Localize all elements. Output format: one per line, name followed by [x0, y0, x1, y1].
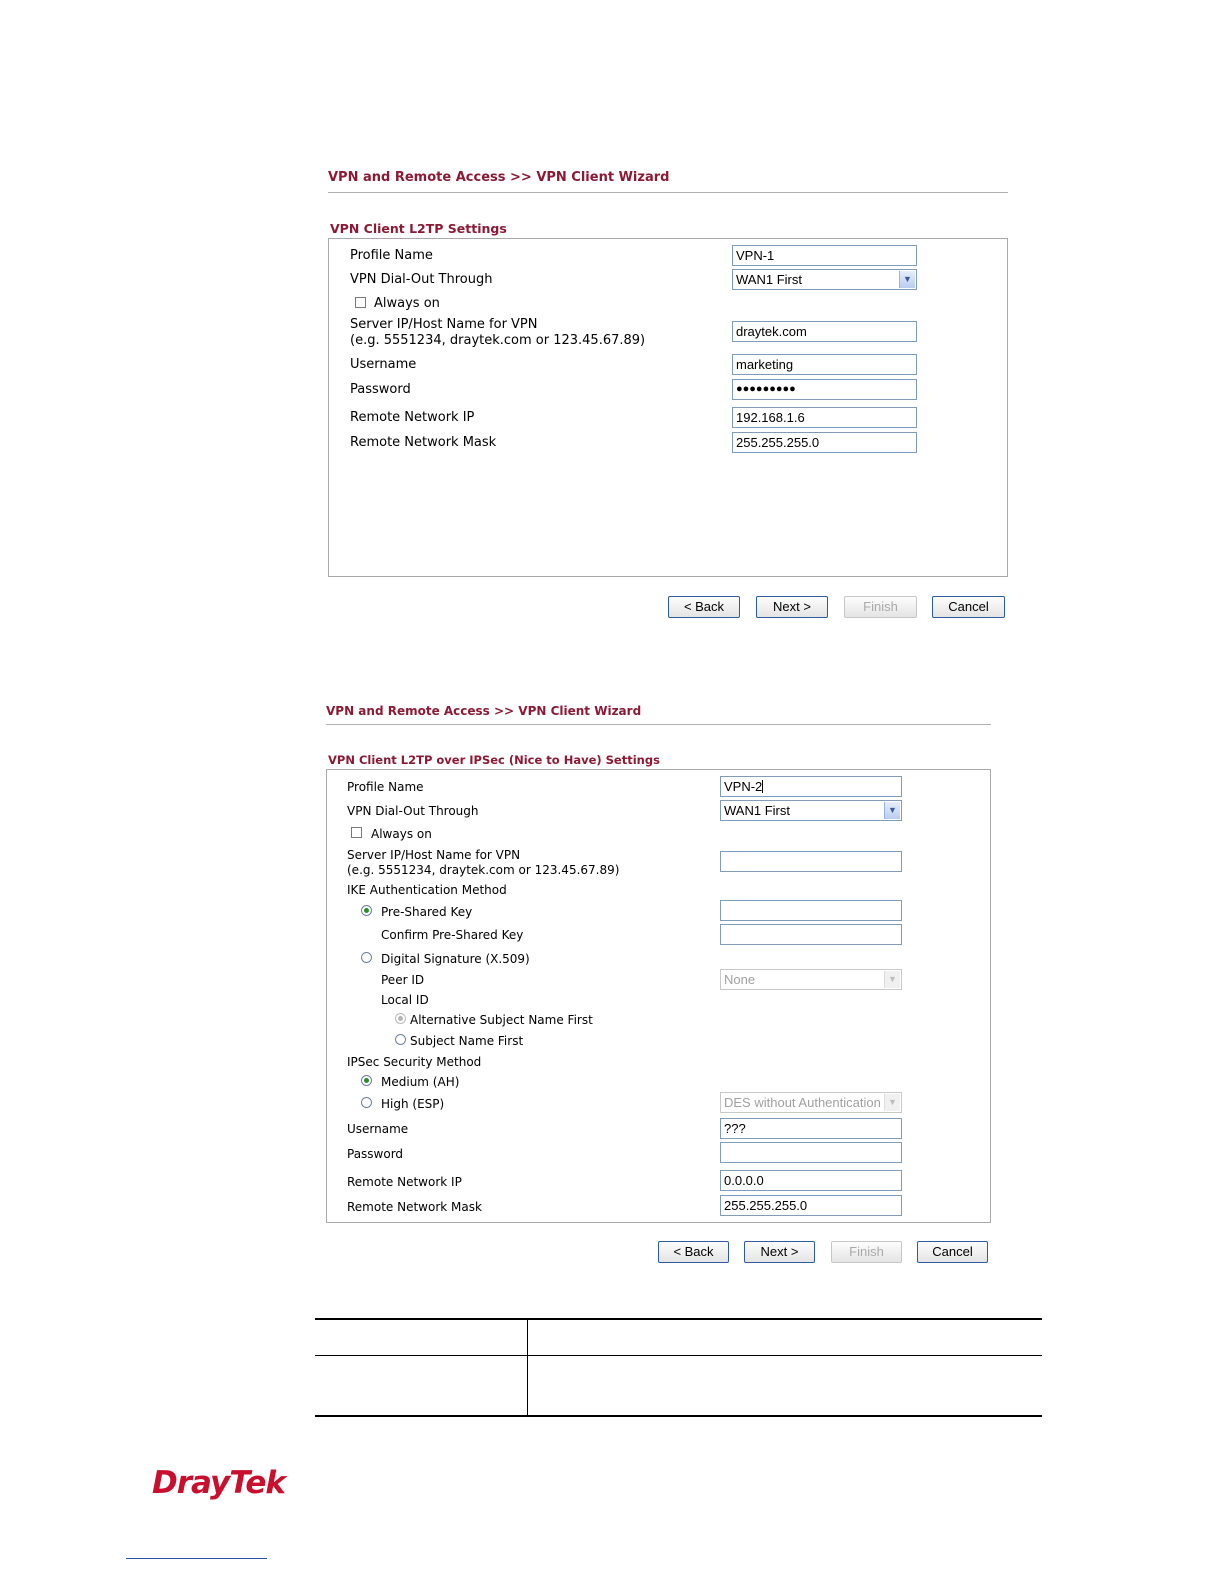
remote-mask-label: Remote Network Mask — [350, 435, 497, 450]
dialout-label: VPN Dial-Out Through — [347, 804, 479, 818]
table-column-divider — [527, 1318, 528, 1417]
text-cursor — [762, 780, 763, 793]
back-button[interactable]: < Back — [658, 1241, 729, 1263]
subject-name-radio[interactable] — [395, 1034, 406, 1045]
profile-name-label: Profile Name — [350, 248, 433, 263]
finish-button[interactable]: Finish — [844, 596, 917, 618]
chevron-down-icon[interactable]: ▼ — [884, 971, 900, 988]
server-example-label: (e.g. 5551234, draytek.com or 123.45.67.89) — [350, 333, 646, 348]
username-label: Username — [347, 1122, 409, 1136]
table-header-rule — [315, 1355, 1042, 1356]
peer-id-select-value: None — [724, 972, 756, 987]
remote-mask-input[interactable]: 255.255.255.0 — [720, 1195, 902, 1216]
next-button[interactable]: Next > — [744, 1241, 815, 1263]
pre-shared-key-input[interactable] — [720, 900, 902, 921]
chevron-down-icon[interactable]: ▼ — [884, 802, 900, 819]
always-on-label: Always on — [374, 296, 440, 311]
profile-name-input[interactable] — [720, 776, 902, 797]
remote-mask-label: Remote Network Mask — [347, 1200, 482, 1214]
subject-name-label: Subject Name First — [410, 1034, 524, 1048]
cancel-button[interactable]: Cancel — [932, 596, 1005, 618]
remote-ip-input[interactable]: 192.168.1.6 — [732, 407, 917, 428]
medium-ah-radio[interactable] — [361, 1075, 372, 1086]
confirm-psk-input[interactable] — [720, 924, 902, 945]
cancel-button[interactable]: Cancel — [917, 1241, 988, 1263]
footer-link-underline — [126, 1558, 267, 1559]
server-label: Server IP/Host Name for VPN — [347, 848, 521, 862]
high-esp-label: High (ESP) — [381, 1097, 445, 1111]
server-input[interactable] — [720, 851, 902, 872]
server-input[interactable]: draytek.com — [732, 321, 917, 342]
chevron-down-icon[interactable]: ▼ — [899, 271, 915, 288]
high-esp-radio[interactable] — [361, 1097, 372, 1108]
breadcrumb: VPN and Remote Access >> VPN Client Wizard — [328, 170, 670, 185]
dialout-select-value: WAN1 First — [736, 272, 802, 287]
dialout-select-value: WAN1 First — [724, 803, 790, 818]
section-title: VPN Client L2TP over IPSec (Nice to Have) Settings — [328, 753, 660, 767]
dialout-select[interactable] — [720, 800, 902, 821]
always-on-label: Always on — [371, 827, 432, 841]
draytek-logo: DrayTek — [152, 1465, 285, 1501]
username-input[interactable]: ??? — [720, 1118, 902, 1139]
section-title: VPN Client L2TP Settings — [330, 221, 507, 236]
dialout-label: VPN Dial-Out Through — [350, 272, 493, 287]
pre-shared-key-radio[interactable] — [361, 905, 372, 916]
ipsec-method-label: IPSec Security Method — [347, 1055, 482, 1069]
profile-name-label: Profile Name — [347, 780, 424, 794]
password-input[interactable]: ●●●●●●●●● — [732, 379, 917, 400]
finish-button[interactable]: Finish — [831, 1241, 902, 1263]
next-button[interactable]: Next > — [756, 596, 828, 618]
username-input[interactable]: marketing — [732, 354, 917, 375]
password-label: Password — [350, 382, 411, 397]
server-example-label: (e.g. 5551234, draytek.com or 123.45.67.89) — [347, 863, 620, 877]
remote-mask-input[interactable]: 255.255.255.0 — [732, 432, 917, 453]
confirm-psk-label: Confirm Pre-Shared Key — [381, 928, 524, 942]
server-label: Server IP/Host Name for VPN — [350, 317, 538, 332]
breadcrumb: VPN and Remote Access >> VPN Client Wizard — [326, 704, 642, 718]
alt-subject-name-radio[interactable] — [395, 1013, 406, 1024]
password-input[interactable] — [720, 1142, 902, 1163]
medium-ah-label: Medium (AH) — [381, 1075, 460, 1089]
ike-auth-label: IKE Authentication Method — [347, 883, 507, 897]
breadcrumb-divider — [326, 724, 991, 725]
description-table — [315, 1318, 1042, 1417]
back-button[interactable]: < Back — [668, 596, 740, 618]
digital-signature-radio[interactable] — [361, 952, 372, 963]
peer-id-label: Peer ID — [381, 973, 425, 987]
profile-name-input[interactable]: VPN-1 — [732, 245, 917, 266]
local-id-label: Local ID — [381, 993, 429, 1007]
alt-subject-name-label: Alternative Subject Name First — [410, 1013, 593, 1027]
always-on-checkbox[interactable] — [351, 827, 362, 838]
remote-ip-input[interactable]: 0.0.0.0 — [720, 1170, 902, 1191]
digital-signature-label: Digital Signature (X.509) — [381, 952, 530, 966]
username-label: Username — [350, 357, 417, 372]
always-on-checkbox[interactable] — [355, 297, 366, 308]
table-bottom-rule — [315, 1415, 1042, 1417]
remote-ip-label: Remote Network IP — [350, 410, 475, 425]
breadcrumb-divider — [328, 192, 1008, 193]
chevron-down-icon[interactable]: ▼ — [884, 1094, 900, 1111]
remote-ip-label: Remote Network IP — [347, 1175, 462, 1189]
dialout-select[interactable] — [732, 269, 917, 290]
password-label: Password — [347, 1147, 404, 1161]
profile-name-value: VPN-2 — [724, 779, 763, 794]
high-esp-select-value: DES without Authentication — [724, 1095, 881, 1110]
pre-shared-key-label: Pre-Shared Key — [381, 905, 473, 919]
table-top-rule — [315, 1318, 1042, 1320]
peer-id-select[interactable] — [720, 969, 902, 990]
high-esp-select[interactable] — [720, 1092, 902, 1113]
